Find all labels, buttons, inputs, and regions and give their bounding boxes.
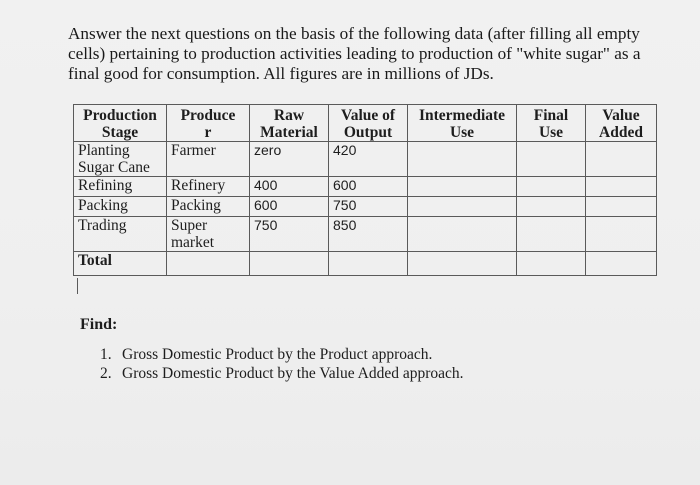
total-final-use-cell (517, 252, 586, 276)
value-added-cell (586, 197, 657, 217)
final-use-cell (517, 217, 586, 252)
table-row (74, 197, 657, 217)
list-item (100, 364, 464, 383)
stage-cell: Trading (74, 217, 167, 252)
producer-cell: Refinery (167, 177, 250, 197)
question-text: Gross Domestic Product by the Product approach. (122, 346, 433, 363)
find-label: Find: (80, 316, 118, 333)
final-use-cell (517, 177, 586, 197)
header-output-line2: Output (343, 124, 393, 141)
header-final-line2: Use (538, 124, 564, 141)
header-intermediate-line2: Use (449, 124, 475, 141)
header-intermediate-line1: Intermediate (418, 107, 506, 124)
header-value-added (586, 105, 657, 142)
output-cell: 850 (329, 217, 408, 252)
stage-cell: Refining (74, 177, 167, 197)
total-label-cell: Total (74, 252, 167, 276)
intermediate-use-cell (408, 177, 517, 197)
intermediate-use-cell (408, 197, 517, 217)
table-row (74, 142, 657, 177)
stage-text: Planting (78, 142, 130, 159)
producer-cell: Farmer (167, 142, 250, 177)
total-producer-cell (167, 252, 250, 276)
table-header-row (74, 105, 657, 142)
raw-material-cell: 400 (250, 177, 329, 197)
output-cell: 600 (329, 177, 408, 197)
raw-material-cell: 750 (250, 217, 329, 252)
header-output-line1: Value of (340, 107, 396, 124)
output-cell: 420 (329, 142, 408, 177)
header-value-added-line2: Added (599, 124, 643, 141)
question-text: Gross Domestic Product by the Value Added approach. (122, 365, 464, 382)
value-added-cell (586, 177, 657, 197)
header-stage-line1: Production (83, 107, 157, 124)
header-production-stage (74, 105, 167, 142)
value-added-cell (586, 142, 657, 177)
header-producer (167, 105, 250, 142)
header-intermediate-use (408, 105, 517, 142)
questions-list (100, 345, 464, 383)
final-use-cell (517, 142, 586, 177)
producer-cell: Packing (167, 197, 250, 217)
production-table-container (73, 104, 657, 276)
header-producer-line2: r (204, 124, 212, 141)
question-number: 2. (100, 365, 112, 382)
output-cell: 750 (329, 197, 408, 217)
total-output-cell (329, 252, 408, 276)
table-row (74, 217, 657, 252)
question-intro-text: Answer the next questions on the basis of the following data (after filling all empty cells) pertaining to production activities leading to production of "white sugar" as a final good for consumption. All figures are in millions of JDs. (68, 24, 641, 83)
table-border-tail (77, 278, 78, 294)
header-producer-line1: Produce (180, 107, 236, 124)
total-row (74, 252, 657, 276)
table-row (74, 177, 657, 197)
list-item (100, 345, 464, 364)
header-raw-line1: Raw (273, 107, 305, 124)
producer-text-line2: market (171, 234, 215, 251)
total-intermediate-use-cell (408, 252, 517, 276)
stage-cell: Packing (74, 197, 167, 217)
stage-cell (74, 142, 167, 177)
total-value-added-cell (586, 252, 657, 276)
header-final-use (517, 105, 586, 142)
producer-text: Super (171, 217, 208, 234)
raw-material-cell: 600 (250, 197, 329, 217)
final-use-cell (517, 197, 586, 217)
intermediate-use-cell (408, 217, 517, 252)
production-table (73, 104, 657, 276)
header-stage-line2: Stage (101, 124, 139, 141)
header-raw-line2: Material (260, 124, 318, 141)
stage-text-line2: Sugar Cane (78, 159, 150, 176)
producer-cell (167, 217, 250, 252)
header-value-added-line1: Value (602, 107, 640, 124)
value-added-cell (586, 217, 657, 252)
header-raw-material (250, 105, 329, 142)
header-value-of-output (329, 105, 408, 142)
raw-material-cell: zero (250, 142, 329, 177)
intermediate-use-cell (408, 142, 517, 177)
question-number: 1. (100, 346, 112, 363)
total-raw-material-cell (250, 252, 329, 276)
header-final-line1: Final (533, 107, 569, 124)
